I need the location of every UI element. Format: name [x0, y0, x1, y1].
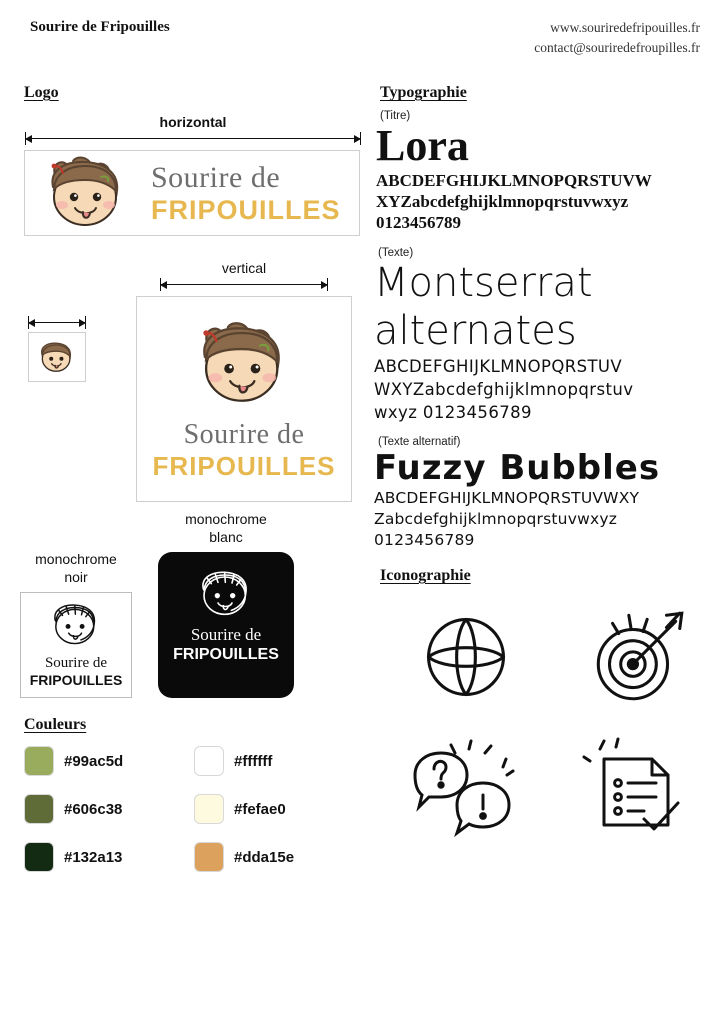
color-hex-label: #606c38: [64, 800, 123, 818]
color-hex-label: #99ac5d: [64, 752, 124, 770]
color-swatch-item: [24, 842, 194, 872]
wordmark-line-1-mono-blanc: Sourire de: [190, 625, 262, 644]
font-name: Lora: [376, 121, 469, 170]
font-block-fuzzy-bubbles: [372, 436, 724, 551]
logo-monochrome-noir: [20, 592, 132, 698]
color-chip: [194, 842, 224, 872]
mascot-face-illustration: [33, 153, 141, 233]
font-glyphs-line-1: ABCDEFGHIJKLMNOPQRSTUV: [374, 357, 623, 376]
font-name-line-2: alternates: [374, 308, 577, 354]
website-url: www.souriredefripouilles.fr: [550, 20, 700, 35]
wordmark-line-1: Sourire de: [151, 161, 281, 194]
logo-section-title: Logo: [24, 84, 59, 101]
question-exclamation-speech-bubbles-icon: [380, 727, 552, 855]
brand-title: Sourire de Fripouilles: [30, 19, 170, 35]
logo-vertical: [136, 296, 352, 502]
font-glyphs-line-2: Zabcdefghijklmnopqrstuvwxyz: [374, 510, 618, 528]
wordmark-line-1-mono-noir: Sourire de: [44, 655, 108, 671]
contact-email: contact@souriredefroupilles.fr: [534, 40, 700, 55]
color-chip: [24, 746, 54, 776]
color-swatch-item: [24, 794, 194, 824]
color-swatch-item: [194, 746, 364, 776]
color-swatch-item: [24, 746, 194, 776]
font-glyphs-line-2: WXYZabcdefghijklmnopqrstuv: [374, 380, 634, 399]
logo-horizontal: [24, 150, 360, 236]
left-column: [0, 84, 372, 872]
color-swatch-item: [194, 842, 364, 872]
font-glyphs-line-1: ABCDEFGHIJKLMNOPQRSTUVW: [376, 171, 652, 190]
font-role-label: (Texte): [378, 247, 414, 259]
wordmark-line-2-mono-blanc: FRIPOUILLES: [173, 646, 279, 663]
wordmark-line-1-vertical: Sourire de: [183, 418, 305, 450]
font-role-label: (Titre): [380, 110, 411, 122]
color-hex-label: #dda15e: [234, 848, 295, 866]
iconography-section-title: Iconographie: [380, 567, 471, 584]
wordmark-line-2-mono-noir: FRIPOUILLES: [29, 672, 123, 688]
logo-icon-small: [28, 332, 86, 382]
color-chip: [24, 842, 54, 872]
monochrome-noir-label: monochrome noir: [35, 551, 117, 585]
dartboard-target-icon: [552, 593, 724, 721]
font-glyphs-line-3: 0123456789: [374, 531, 475, 549]
font-glyphs-line-3: 0123456789: [376, 213, 461, 232]
font-glyphs-line-3: wxyz 0123456789: [374, 403, 532, 422]
beach-ball-icon: [380, 593, 552, 721]
color-hex-label: #ffffff: [234, 752, 273, 770]
right-column: [372, 84, 724, 855]
vertical-dimension-arrow: [160, 278, 328, 292]
wordmark-line-2: FRIPOUILLES: [151, 195, 341, 225]
font-name: Fuzzy Bubbles: [374, 448, 661, 488]
font-role-label: (Texte alternatif): [378, 436, 461, 448]
logo-vertical-label: vertical: [221, 260, 267, 276]
color-swatch-item: [194, 794, 364, 824]
logo-horizontal-label: horizontal: [159, 114, 227, 130]
color-chip: [24, 794, 54, 824]
typography-section-title: Typographie: [380, 84, 467, 101]
icon-grid: [380, 593, 724, 855]
colors-section: [0, 716, 372, 872]
color-hex-label: #132a13: [64, 848, 123, 866]
colors-section-title: Couleurs: [24, 716, 87, 733]
font-block-lora: [372, 110, 724, 233]
wordmark-line-2-vertical: FRIPOUILLES: [152, 450, 336, 481]
contact-block: [534, 18, 700, 58]
font-glyphs-line-1: ABCDEFGHIJKLMNOPQRSTUVWXY: [374, 489, 640, 507]
logo-monochrome-blanc: [158, 552, 294, 698]
color-chip: [194, 746, 224, 776]
iconography-section: [372, 567, 724, 855]
font-glyphs-line-2: XYZabcdefghijklmnopqrstuvwxyz: [376, 192, 629, 211]
small-logo-dimension-arrow: [28, 316, 86, 330]
font-block-montserrat: [372, 247, 724, 424]
monochrome-versions: [0, 510, 372, 698]
color-chip: [194, 794, 224, 824]
font-name-line-1: Montserrat: [374, 260, 593, 306]
mascot-face-illustration-vertical: [182, 318, 306, 415]
monochrome-blanc-label: monochrome blanc: [185, 511, 267, 545]
horizontal-dimension-arrow: [25, 132, 361, 146]
color-swatch-grid: [24, 746, 372, 872]
color-hex-label: #fefae0: [234, 800, 286, 818]
checklist-document-icon: [552, 727, 724, 855]
page-header: [0, 0, 724, 64]
